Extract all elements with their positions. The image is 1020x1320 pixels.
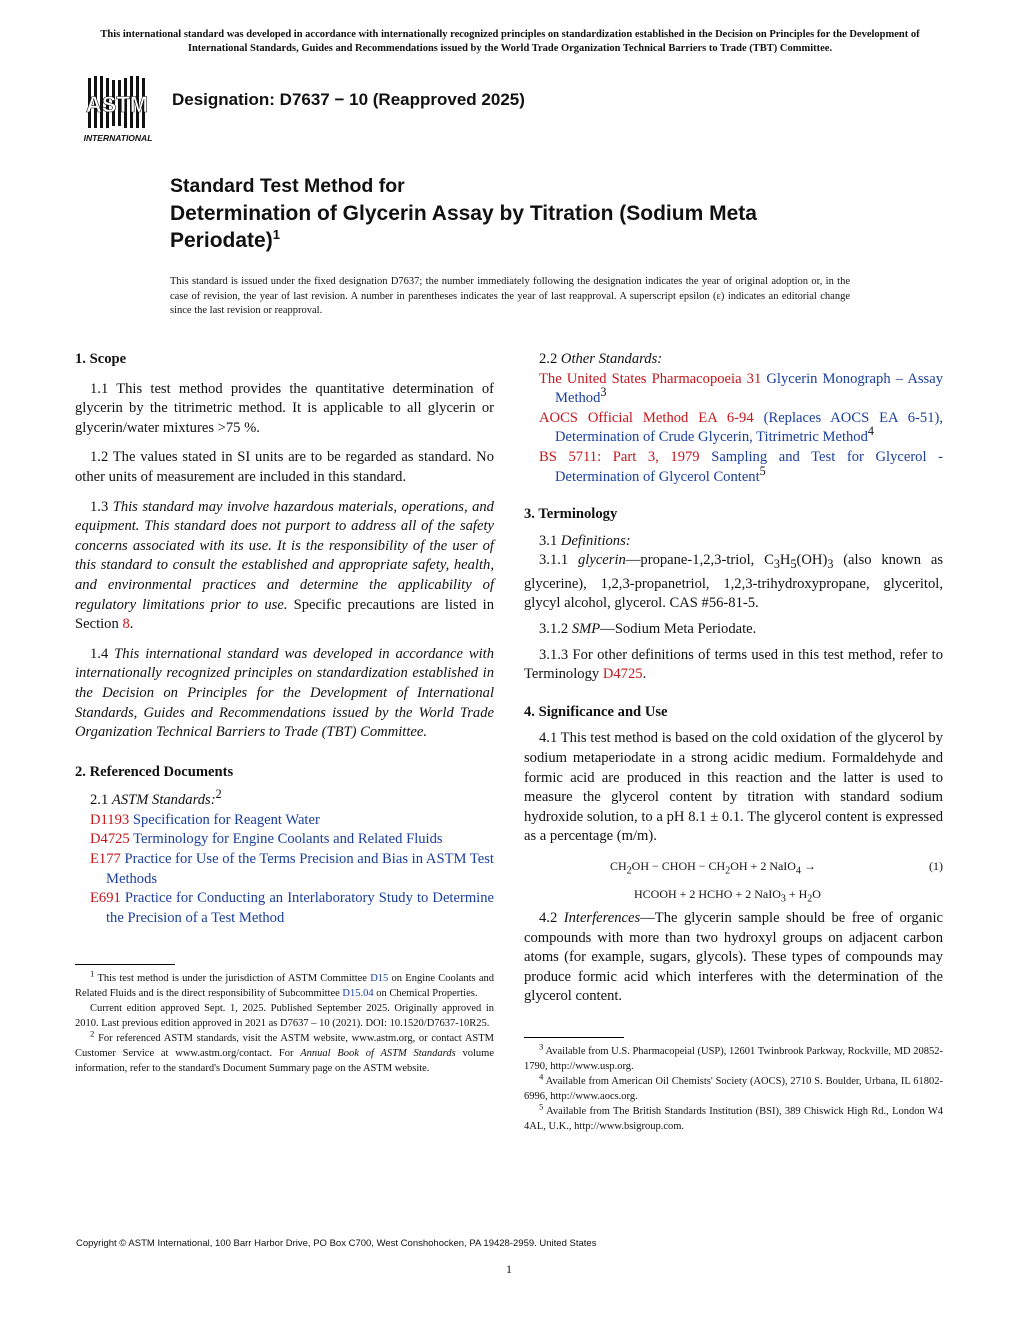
committee-d15-link[interactable]: D15 (370, 973, 389, 985)
def-smp-term: SMP (571, 621, 601, 638)
page-number: 1 (506, 1262, 512, 1276)
astm-standards-fn: 2 (215, 787, 222, 802)
other-ref-fn: 3 (600, 385, 607, 400)
equation-number: (1) (929, 858, 943, 873)
other-reference-item (524, 448, 943, 487)
title-footnote-mark: 1 (272, 227, 280, 242)
astm-reference-item (75, 830, 494, 850)
other-ref-title[interactable]: Glycerin Monograph – Assay Method (555, 370, 943, 407)
scope-1-4-italic: This international standard was developed in accordance with internationally recognized principles on standardization established in the Decision on Principles for the Development of International Standards, Guides and Recommendations issued by the World Trade Organization Technical Barriers to Trade (TBT) Committee. (75, 645, 495, 741)
footnotes-left (75, 968, 495, 1076)
footnote-2 (75, 1028, 495, 1076)
footnote-4 (524, 1071, 943, 1104)
scope-1-1: 1.1 This test method provides the quantitative determination of glycerin by the titrimetric method. It is applicable to all glycerin or glycerin/water mixtures >75 %. (75, 380, 494, 436)
other-ref-code[interactable]: BS 5711: Part 3, 1979 (539, 448, 700, 465)
footnote-1-edition: Current edition approved Sept. 1, 2025. Published September 2025. Originally approved in 2010. Last previous edition approved in 2021 as D7637 – 10 (2021). DOI: 10.1520/D7637-10R25. (75, 1003, 494, 1030)
significance-4-2 (524, 909, 943, 1007)
def-glycerin-sub2: 5 (790, 557, 797, 572)
equation-line-1: $CH_2OH$ − CHOH − $CH_2OH + 2$ NaIO$_4$ → (610, 858, 816, 877)
subcommittee-d1504-link[interactable]: D15.04 (342, 988, 374, 1000)
logo-top-text: ASTM (85, 92, 149, 117)
scope-1-2: 1.2 The values stated in SI units are to be regarded as standard. No other units of measurement are included in this standard. (75, 449, 494, 485)
def-glycerin-sub1: 3 (773, 557, 780, 572)
astm-ref-code[interactable]: E691 (90, 890, 121, 907)
def-3-1-1-num: 3.1.1 (539, 552, 569, 569)
other-standards-text: Other Standards: (560, 351, 663, 367)
scope-1-3 (75, 498, 494, 635)
footnote-2-italic: Annual Book of ASTM Standards (300, 1048, 456, 1060)
footnote-1 (75, 968, 495, 1001)
other-standards-label (524, 350, 943, 370)
astm-ref-code[interactable]: D1193 (90, 811, 130, 828)
def-3-1-3-text: 3.1.3 For other definitions of terms used in this test method, refer to Terminology (524, 646, 943, 683)
definitions-num: 3.1 (539, 532, 558, 549)
issued-note: This standard is issued under the fixed designation D7637; the number immediately following the designation indicates the year of original adoption or, in the case of revision, the year of last revision. A number in parentheses indicates the year of last reapproval. A superscript epsilon (ε) indicates an editorial change since the last revision or reapproval. (170, 276, 850, 317)
def-glycerin-sub3: 3 (827, 557, 834, 572)
footnote-1-c: on Chemical Properties. (376, 988, 478, 1000)
scope-1-4-num: 1.4 (90, 645, 109, 662)
astm-logo-icon (76, 74, 160, 144)
section-8-link[interactable]: 8 (122, 616, 130, 633)
interferences-term: Interferences (563, 909, 641, 926)
astm-ref-code[interactable]: D4725 (90, 831, 130, 848)
other-ref-code[interactable]: The United States Pharmacopoeia 31 (539, 370, 762, 387)
right-column (524, 350, 943, 1134)
left-column (75, 350, 494, 1076)
logo-bottom-text: INTERNATIONAL (83, 133, 153, 143)
other-ref-fn: 5 (759, 463, 766, 478)
footnote-2-mark: 2 (90, 1028, 95, 1039)
footnote-2-a: For referenced ASTM standards, visit the ASTM website, www.astm.org, or contact ASTM Customer Service at www.astm.org/contact. For (75, 1033, 494, 1060)
footnote-1-b: on Engine Coolants and Related Fluids and is the direct responsibility of Subcommittee (75, 973, 495, 1000)
astm-reference-item (75, 811, 494, 831)
scope-1-4 (75, 645, 494, 743)
def-glycerin-c: (OH) (796, 552, 828, 569)
astm-standards-label (75, 787, 494, 811)
def-3-1-2-num: 3.1.2 (539, 621, 569, 638)
significance-heading: 4. Significance and Use (524, 703, 668, 720)
footnote-1-mark: 1 (90, 968, 95, 979)
def-glycerin-a: —propane-1,2,3-triol, C (625, 552, 774, 569)
other-ref-title[interactable]: Sampling and Test for Glycerol - Determination of Glycerol Content (555, 448, 943, 485)
footnote-mark: 5 (539, 1101, 544, 1112)
interferences-text: —The glycerin sample should be free of organic compounds with more than two hydroxyl groups on adjacent carbon atoms (for example, sugars, glycols). These types of compounds may produce formic acid which interferes with the determination of the glycerol content. (524, 909, 943, 1005)
footnote-text: Available from The British Standards Institution (BSI), 389 Chiswick High Rd., London W4 4AL, U.K., http://www.bsigroup.com. (524, 1105, 944, 1132)
equation-line-2: HCOOH + 2 HCHO + 2 NaIO$_3$ + $H_2O$ (634, 886, 821, 905)
def-smp-text: —Sodium Meta Periodate. (600, 621, 757, 638)
footnote-text: Available from American Oil Chemists' Society (AOCS), 2710 S. Boulder, Urbana, IL 61802-6996, http://www.aocs.org. (524, 1075, 943, 1102)
astm-ref-title[interactable]: Practice for Conducting an Interlaboratory Study to Determine the Precision of a Test Method (106, 890, 495, 926)
title-main: Determination of Glycerin Assay by Titration (Sodium Meta Periodate) (170, 202, 757, 252)
other-ref-fn: 4 (867, 424, 874, 439)
astm-logo (76, 74, 160, 144)
footnote-rule-right (524, 1037, 624, 1038)
scope-heading: 1. Scope (75, 351, 127, 367)
footnotes-right (524, 1041, 944, 1134)
scope-1-3-end: . (129, 616, 134, 633)
footnote-1-a: This test method is under the jurisdiction of ASTM Committee (97, 973, 367, 985)
footnote-text: Available from U.S. Pharmacopeial (USP), 12601 Twinbrook Parkway, Rockville, MD 20852-1790, http://www.usp.org. (524, 1045, 943, 1072)
scope-1-3-num: 1.3 (90, 498, 109, 515)
astm-reference-list (75, 811, 494, 929)
d4725-link[interactable]: D4725 (602, 666, 643, 683)
def-glycerin-b: H (779, 552, 791, 569)
definition-other (524, 646, 943, 685)
significance-4-2-num: 4.2 (539, 909, 558, 926)
astm-ref-title[interactable]: Practice for Use of the Terms Precision and Bias in ASTM Test Methods (106, 851, 494, 887)
other-ref-title[interactable]: (Replaces AOCS EA 6-51), Determination of Crude Glycerin, Titrimetric Method (555, 409, 943, 446)
def-glycerin-d: (also known as glycerine), 1,2,3-propanetriol, 1,2,3-trihydroxypropane, glyceritol, glycyl alcohol, glycerol. CAS #56-81-5. (524, 552, 944, 612)
footnote-rule-left (75, 964, 175, 965)
astm-reference-item (75, 850, 494, 889)
other-reference-item (524, 409, 943, 448)
other-standards-num: 2.2 (539, 351, 558, 367)
terminology-heading: 3. Terminology (524, 506, 618, 523)
footnote-mark: 4 (539, 1071, 544, 1082)
title-line-1: Standard Test Method for (170, 175, 405, 197)
referenced-heading: 2. Referenced Documents (75, 763, 234, 780)
footnote-3 (524, 1041, 943, 1074)
definition-glycerin (524, 551, 943, 614)
definitions-text: Definitions: (560, 532, 631, 549)
scope-1-3-italic: This standard may involve hazardous materials, operations, and equipment. This standard does not purport to address all of the safety concerns associated with its use. It is the responsibility of the user of this standard to consult the established and appropriate safety, health, and environmental practices and determine the applicability of regulatory limitations prior to use. (75, 498, 494, 613)
def-3-1-3-end: . (642, 666, 647, 683)
astm-ref-title[interactable]: Terminology for Engine Coolants and Related Fluids (133, 831, 443, 848)
astm-reference-item (75, 889, 494, 928)
other-ref-code[interactable]: AOCS Official Method EA 6-94 (539, 409, 754, 426)
footnote-mark: 3 (539, 1041, 544, 1052)
definition-smp (524, 620, 943, 640)
other-reference-list (524, 370, 943, 488)
footnote-2-b: volume information, refer to the standard's Document Summary page on the ASTM website. (75, 1048, 495, 1075)
astm-ref-code[interactable]: E177 (90, 851, 121, 868)
designation: Designation: D7637 − 10 (Reapproved 2025) (172, 90, 525, 109)
equation-1 (524, 851, 943, 909)
significance-4-1: 4.1 This test method is based on the cold oxidation of the glycerol by sodium metaperiodate in a strong acidic medium. Formaldehyde and formic acid are produced in this reaction and the latter is used to measure the glycerol content by titration with standard sodium hydroxide solution, to a pH 8.1 ± 0.1. The glycerol content is expressed as a percentage (m/m). (524, 730, 943, 845)
scope-1-3-plain: Specific precautions are listed in Section (75, 596, 495, 633)
astm-standards-text: ASTM Standards: (111, 792, 216, 809)
astm-standards-num: 2.1 (90, 792, 109, 809)
definitions-label (524, 532, 943, 552)
copyright: Copyright © ASTM International, 100 Barr Harbor Drive, PO Box C700, West Conshohocken, PA 19428-2959. United States (76, 1238, 597, 1249)
tbt-notice: This international standard was developed in accordance with internationally recognized principles on standardization established in the Decision on Principles for the Development of International Standards, Guides and Recommendations issued by the World Trade Organization Technical Barriers to Trade (TBT) Committee. (100, 29, 920, 54)
other-reference-item (524, 370, 943, 409)
def-glycerin-term: glycerin (577, 552, 626, 569)
footnote-5 (524, 1101, 944, 1134)
astm-ref-title[interactable]: Specification for Reagent Water (132, 811, 320, 828)
title-line-2 (170, 200, 870, 254)
